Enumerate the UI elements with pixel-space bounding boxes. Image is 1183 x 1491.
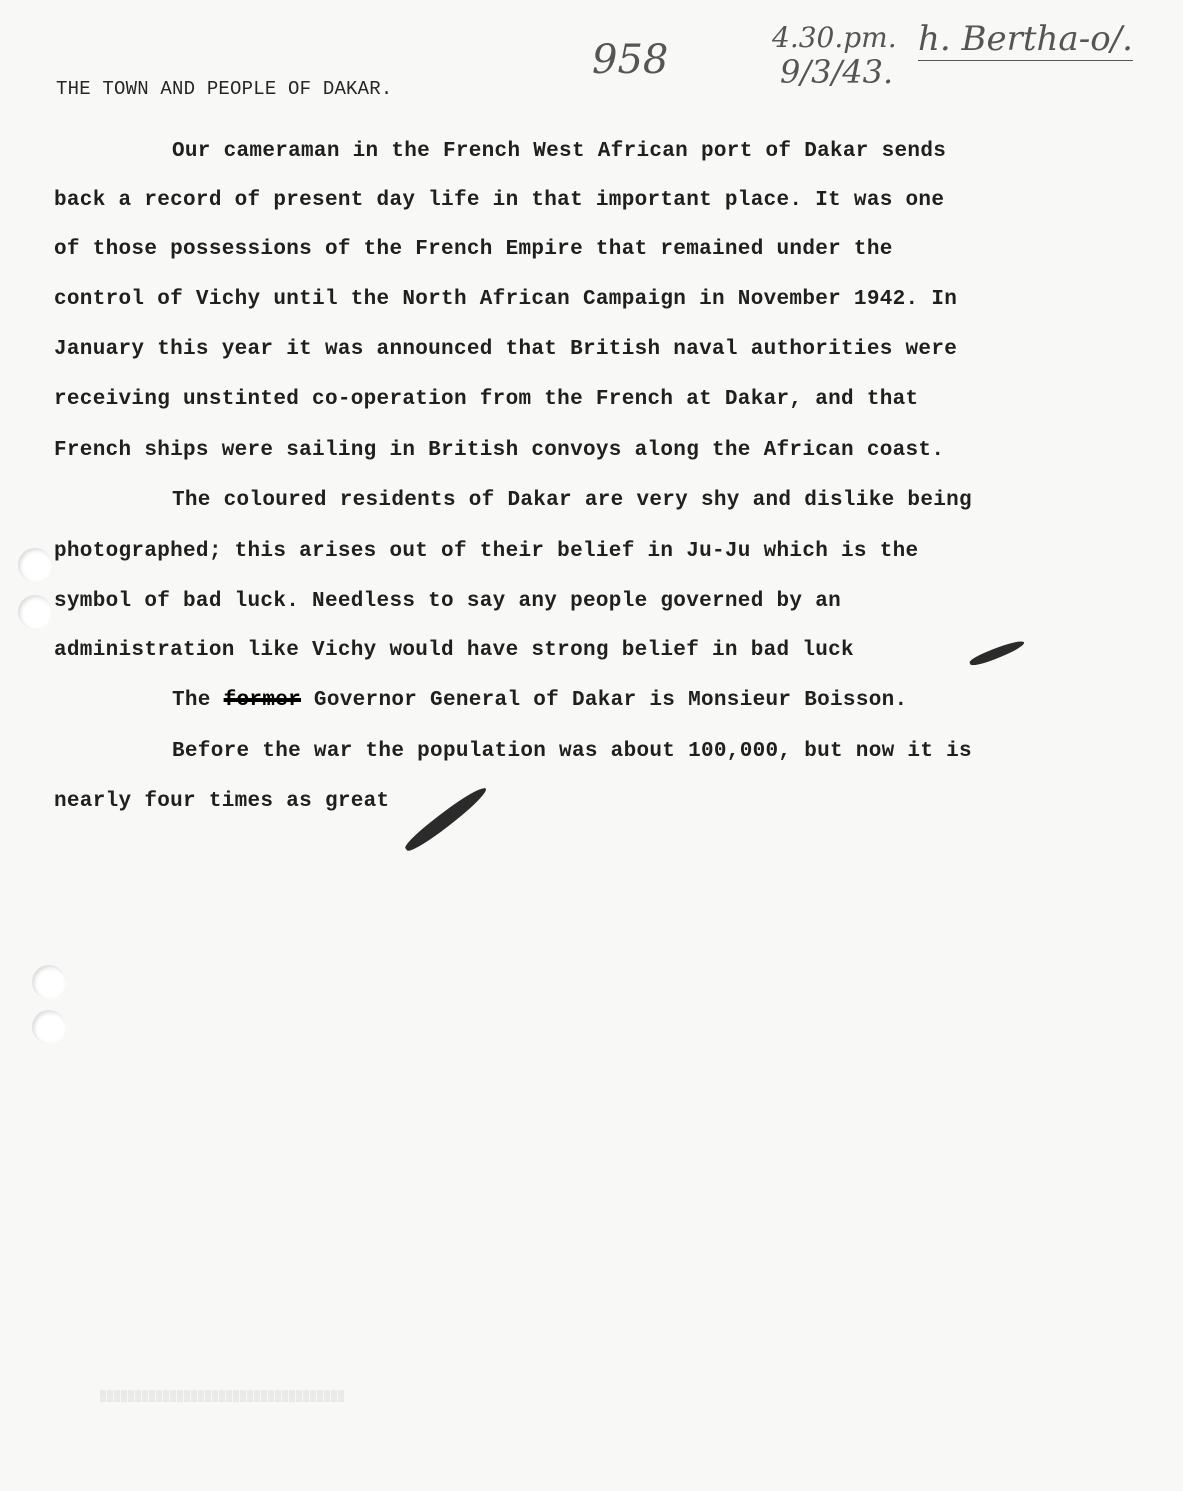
handwritten-number: 958 <box>592 37 669 83</box>
punch-hole-1 <box>18 548 52 582</box>
handwritten-time: 4.30.pm. <box>772 21 897 54</box>
body-line-6: receiving unstinted co-operation from the French at Dakar, and that <box>54 388 919 411</box>
body-line-3: of those possessions of the French Empire that remained under the <box>54 238 893 261</box>
punch-hole-3 <box>32 965 66 999</box>
struck-word: former <box>223 689 302 712</box>
punch-hole-4 <box>32 1010 66 1044</box>
governor-suffix: Governor General of Dakar is Monsieur Boisson. <box>301 689 908 712</box>
body-line-8: The coloured residents of Dakar are very shy and dislike being <box>172 489 972 512</box>
ink-smudge-2 <box>402 783 489 856</box>
governor-line <box>172 690 907 711</box>
population-line-1: Before the war the population was about 100,000, but now it is <box>172 740 972 763</box>
population-line-2: nearly four times as great <box>54 790 390 813</box>
body-line-4: control of Vichy until the North African Campaign in November 1942. In <box>54 288 958 311</box>
body-line-1: Our cameraman in the French West African port of Dakar sends <box>172 140 947 163</box>
body-line-7: French ships were sailing in British convoys along the African coast. <box>54 439 945 462</box>
governor-prefix: The <box>172 689 224 712</box>
body-line-10: symbol of bad luck. Needless to say any people governed by an <box>54 590 842 613</box>
body-line-5: January this year it was announced that British naval authorities were <box>54 338 958 361</box>
handwritten-date: 9/3/43. <box>780 53 894 91</box>
ink-smudge-1 <box>968 638 1026 669</box>
body-line-11: administration like Vichy would have strong belief in bad luck <box>54 639 854 662</box>
body-line-9: photographed; this arises out of their belief in Ju-Ju which is the <box>54 540 919 563</box>
body-line-2: back a record of present day life in that important place. It was one <box>54 189 945 212</box>
footer-imprint: ▒▒▒▒▒▒▒▒▒▒▒▒▒▒▒▒▒▒▒▒▒▒▒▒▒▒▒▒▒▒▒▒▒▒▒ <box>100 1392 346 1403</box>
punch-hole-2 <box>18 595 52 629</box>
document-title: THE TOWN AND PEOPLE OF DAKAR. <box>56 78 393 100</box>
handwritten-initials: h. Bertha-o/. <box>918 19 1133 59</box>
